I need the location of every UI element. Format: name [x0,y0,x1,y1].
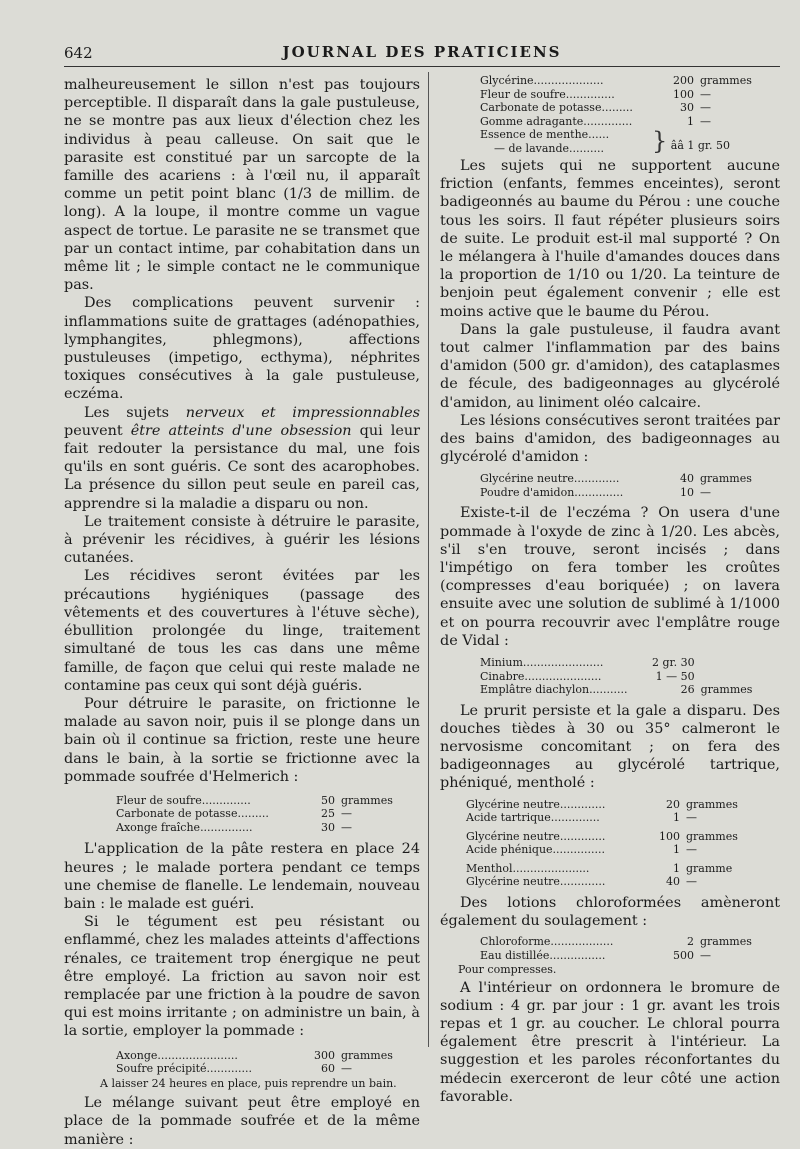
ingredient: Cinabre...................... [480,669,602,683]
paragraph: malheureusement le sillon n'est pas toujours perceptible. Il disparaît dans la gale pustuleuse, ne se montre pas aux lieux d'élection chez les individus à peau calleuse. On sait que le parasite est constitué par un sarcopte de la famille des acariens : à l'œil nu, il apparaît comme un petit point blanc (1/3 de millim. de long). A la loupe, il montre comme un vague aspect de tortue. Le parasite ne se transmet que par un contact intime, par cohabitation dans un même lit ; le simple contact ne le communique pas. [64,77,420,294]
quantity: 100 [659,829,680,843]
prescription-row [480,472,752,486]
prescription-row [480,683,752,697]
quantity: 50 [321,793,335,807]
ingredient: Carbonate de potasse......... [480,101,633,114]
column-divider [428,72,429,1047]
right-column [440,74,780,1106]
prescription-table [480,656,752,697]
text-run: Les sujets [84,404,186,421]
paragraph: Dans la gale pustuleuse, il faudra avant tout calmer l'inflammation par des bains d'amidon (500 gr. d'amidon), des cataplasmes de fécule, des badigeonnages au glycérolé d'amidon, au liniment oléo calcaire. [440,321,780,411]
unit: grammes [700,683,753,697]
ingredient: Axonge....................... [116,1048,238,1062]
prescription-note: A laisser 24 heures en place, puis reprendre un bain. [100,1076,397,1090]
ingredient: Acide tartrique.............. [466,811,600,825]
ingredient-group [480,128,652,155]
page-header [64,40,780,67]
brace-glyph: } [652,126,668,155]
paragraph: Existe-t-il de l'eczéma ? On usera d'une pommade à l'oxyde de zinc à 1/20. Les abcès, s'il s'en trouve, seront incisés ; dans l'impétigo on fera tomber les croûtes (compresses d'eau boriquée) ; on lavera ensuite avec une solution de sublimé à 1/1000 et on pourra recouvrir avec l'emplâtre rouge de Vidal : [440,505,780,649]
prescription-row [466,830,738,844]
ingredient: Glycérine neutre............. [466,829,606,843]
left-column [64,76,420,1149]
quantity: 60 [321,1062,335,1076]
quantity: 1 [687,114,694,128]
quantity: 100 [673,87,694,101]
prescription-row [480,88,752,102]
ingredient: Fleur de soufre.............. [480,87,615,101]
unit: — [686,875,697,889]
prescription-row [116,794,393,808]
unit: grammes [686,797,738,811]
page-number: 642 [64,44,93,62]
quantity: 2 gr. 30 [652,656,695,670]
prescription-row [480,128,752,155]
prescription-row [466,862,732,876]
unit: — [700,948,711,962]
prescription-row [466,875,732,889]
unit: — [700,101,711,114]
paragraph: Les lésions consécutives seront traitées par des bains d'amidon, des badigeonnages au glycérolé d'amidon : [440,412,780,466]
prescription-row [480,656,752,670]
prescription-row [116,1062,393,1076]
unit: grammes [700,472,752,486]
prescription-note: Pour compresses. [458,963,557,976]
ingredient: Fleur de soufre.............. [116,793,251,807]
paragraph: A l'intérieur on ordonnera le bromure de sodium : 4 gr. par jour : 1 gr. avant les trois repas et 1 gr. au coucher. Le chloral pourra également être prescrit à l'intérieur. La suggestion et les paroles réconfortantes du médecin exerceront de leur côté une action favorable. [440,979,780,1105]
unit: gramme [686,861,733,875]
paragraph: Les sujets qui ne supportent aucune friction (enfants, femmes enceintes), seront badigeonnés au baume du Pérou : une couche tous les soirs. Il faut répéter plusieurs soirs de suite. Le produit est-il mal supporté ? On le mélangera à l'huile d'amandes douces dans la proportion de 1/10 ou 1/20. La teinture de benjoin peut également convenir ; elle est moins active que le baume du Pérou. [440,158,780,320]
prescription-row [116,807,393,821]
prescription-row [116,821,393,835]
unit [701,670,753,684]
ingredient: Emplâtre diachylon........... [480,683,628,697]
journal-title: JOURNAL DES PRATICIENS [282,43,562,61]
ingredient: Poudre d'amidon.............. [480,485,624,499]
unit: grammes [341,793,393,807]
unit: grammes [700,74,752,87]
quantity: 40 [680,472,694,486]
quantity: 20 [666,797,680,811]
ingredient: Carbonate de potasse......... [116,807,269,821]
quantity-group [652,128,752,155]
paragraph: Des complications peuvent survenir : inflammations suite de grattages (adénopathies, lymphangites, phlegmons), affections pustuleuses (impetigo, ecthyma), néphrites toxiques consécutives à la gale pustuleuse, eczéma. [64,295,420,403]
quantity: 2 [687,935,694,948]
prescription-table [116,794,393,835]
quantity: 1 [673,811,680,825]
unit: — [686,811,697,825]
italic-text: nerveux et impressionnables [185,404,420,421]
paragraph: L'application de la pâte restera en place 24 heures ; le malade portera pendant ce temps une chemise de flanelle. Le lendemain, nouveau bain : le malade est guéri. [64,841,420,913]
prescription-table [116,1049,393,1076]
prescription-table [480,935,752,962]
italic-text: être atteints d'une obsession [130,422,352,439]
ingredient: Essence de menthe...... [480,128,610,141]
ingredient: — de lavande.......... [494,141,604,155]
ingredient: Glycérine neutre............. [466,797,606,811]
ingredient: Minium....................... [480,656,604,670]
unit: grammes [686,829,738,843]
ingredient: Gomme adragante.............. [480,114,633,128]
text-run: qui leur fait redouter la persistance du mal, une fois qu'ils en sont guéris. Ce sont des acarophobes. La présence du sillon peut seule en pareil cas, apprendre si la maladie a disparu ou non. [64,422,420,512]
paragraph [64,404,420,513]
ingredient: Glycérine.................... [480,74,604,87]
unit: grammes [341,1048,393,1062]
ingredient: Eau distillée................ [480,948,606,962]
paragraph: Le prurit persiste et la gale a disparu. Des douches tièdes à 30 ou 35° calmeront le nervosisme concomitant ; on fera des badigeonnages au glycérolé tartrique, phéniqué, mentholé : [440,702,780,792]
quantity: 25 [321,807,335,821]
ingredient: Menthol...................... [466,861,590,875]
unit: — [700,485,711,499]
prescription-row [480,115,752,129]
prescription-row [466,843,738,857]
quantity: 30 [680,101,694,114]
ingredient: Axonge fraîche............... [116,820,253,834]
prescription-table [466,862,732,889]
ingredient: Chloroforme.................. [480,935,614,948]
paragraph: Des lotions chloroformées amèneront également du soulagement : [440,894,780,929]
paragraph: Pour détruire le parasite, on frictionne le malade au savon noir, puis il se plonge dans un bain où il continue sa friction, reste une heure dans le bain, à la sortie se frictionne avec la pommade soufrée d'Helmerich : [64,695,420,785]
unit: — [341,820,352,834]
quantity: 1 — 50 [655,669,695,683]
quantity: 40 [666,875,680,889]
prescription-row [466,811,738,825]
unit: — [341,807,352,821]
prescription-table [466,830,738,857]
ingredient: Glycérine neutre............. [480,472,620,486]
paragraph: Le traitement consiste à détruire le parasite, à prévenir les récidives, à guérir les lésions cutanées. [64,513,420,567]
unit: — [700,87,711,101]
unit: — [686,843,697,857]
prescription-row [480,949,752,963]
paragraph: Les récidives seront évitées par les précautions hygiéniques (passage des vêtements et des couvertures à l'étuve sèche), ébullition prolongée du linge, traitement simultané de tous les cas dans une même famille, de façon que celui qui reste malade ne contamine pas ceux qui sont déjà guéris. [64,568,420,694]
ingredient: Soufre précipité............. [116,1062,253,1076]
prescription-row [480,670,752,684]
quantity: 26 [680,683,695,697]
paragraph: Si le tégument est peu résistant ou enflammé, chez les malades atteints d'affections rénales, ce traitement trop énergique ne peut être employé. La friction au savon noir est remplacée par une friction à la poudre de savon qui est moins irritante ; on administre un bain, à la sortie, employer la pommade : [64,914,420,1040]
quantity: 500 [673,948,694,962]
prescription-table [480,472,752,499]
prescription-table [480,74,752,155]
quantity: ââ 1 gr. 50 [670,138,730,152]
quantity: 1 [673,861,680,875]
prescription-row [480,74,752,88]
prescription-row [480,101,752,115]
paragraph: Le mélange suivant peut être employé en place de la pommade soufrée et de la même manière : [64,1095,420,1148]
ingredient: Acide phénique............... [466,843,605,857]
quantity: 1 [673,843,680,857]
prescription-row [466,798,738,812]
unit: — [700,114,711,128]
unit: grammes [700,935,752,948]
prescription-table [466,798,738,825]
unit: — [341,1062,352,1076]
prescription-row [480,935,752,949]
quantity: 10 [680,485,694,499]
prescription-row [480,486,752,500]
unit [701,656,753,670]
quantity: 300 [314,1048,335,1062]
prescription-row [116,1049,393,1063]
ingredient: Glycérine neutre............. [466,875,606,889]
quantity: 200 [673,74,694,87]
quantity: 30 [321,820,335,834]
text-run: peuvent [64,422,131,439]
